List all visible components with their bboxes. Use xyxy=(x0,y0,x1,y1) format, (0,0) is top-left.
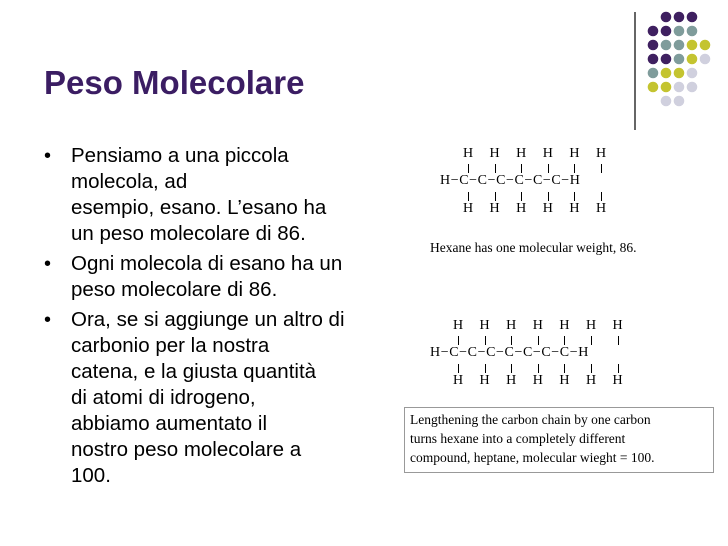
heptane-structure xyxy=(430,318,684,390)
decorative-dot xyxy=(661,12,672,23)
bond-vertical xyxy=(538,364,539,373)
hydrogen-top: H xyxy=(452,318,464,333)
decorative-dot xyxy=(661,26,672,37)
bullet-dot: • xyxy=(44,253,52,275)
decorative-dot xyxy=(700,40,711,51)
bullet-text-line: catena, e la giusta quantità xyxy=(71,360,317,383)
hydrogen-bottom: H xyxy=(542,201,553,216)
bond-vertical xyxy=(548,192,549,201)
hydrogen-top: H xyxy=(479,318,490,333)
decorative-dot xyxy=(674,26,685,37)
hexane-structure xyxy=(440,146,654,218)
bullet-dot: • xyxy=(44,145,52,167)
bullet-item xyxy=(44,307,404,489)
decorative-dot xyxy=(648,54,659,65)
bullet-item xyxy=(44,251,404,303)
decorative-dot xyxy=(674,96,685,107)
bond-vertical xyxy=(511,364,512,373)
heptane-caption-line-1: Lengthening the carbon chain by one carbon xyxy=(410,412,651,427)
decorative-dot xyxy=(687,82,698,93)
decorative-dot xyxy=(674,12,685,23)
bond-vertical xyxy=(564,364,565,373)
decorative-dot xyxy=(661,68,672,79)
hydrogen-top: H xyxy=(506,318,517,333)
hydrogen-bottom: H xyxy=(452,373,464,388)
bond-vertical xyxy=(458,364,459,373)
decorative-dot xyxy=(648,68,659,79)
bond-vertical xyxy=(601,164,602,173)
hydrogen-top: H xyxy=(559,318,570,333)
hydrogen-bottom: H xyxy=(559,373,570,388)
decorative-dot xyxy=(687,12,698,23)
decorative-dot xyxy=(661,96,672,107)
bond-vertical xyxy=(591,364,592,373)
bullet-item xyxy=(44,143,404,247)
bullet-text-line: Ogni molecola di esano ha un xyxy=(71,252,343,275)
bond-vertical xyxy=(564,336,565,345)
decorative-dot xyxy=(687,68,698,79)
hydrogen-top: H xyxy=(585,318,597,333)
bond-vertical xyxy=(574,164,575,173)
bullet-text-line: Pensiamo a una piccola xyxy=(71,144,289,167)
bullet-text-line: carbonio per la nostra xyxy=(71,334,270,357)
carbon-chain: H−C−C−C−C−C−C−C−H xyxy=(430,345,589,360)
decorative-dot xyxy=(687,54,698,65)
hydrogen-bottom: H xyxy=(595,201,607,216)
bond-vertical xyxy=(485,364,486,373)
decorative-dot xyxy=(674,40,685,51)
bullet-text-line: un peso molecolare di 86. xyxy=(71,222,306,245)
heptane-caption-line-2: turns hexane into a completely different xyxy=(410,431,626,446)
hydrogen-bottom: H xyxy=(479,373,490,388)
decorative-dot xyxy=(661,40,672,51)
bullet-text-line: Ora, se si aggiunge un altro di xyxy=(71,308,345,331)
hexane-caption: Hexane has one molecular weight, 86. xyxy=(430,240,637,255)
bond-vertical xyxy=(458,336,459,345)
hydrogen-top: H xyxy=(489,146,500,161)
heptane-caption-box xyxy=(404,407,714,473)
bullet-list xyxy=(44,143,404,493)
decorative-dot xyxy=(648,40,659,51)
bond-vertical xyxy=(601,192,602,201)
decorative-dot xyxy=(687,26,698,37)
hydrogen-bottom: H xyxy=(489,201,500,216)
bond-vertical xyxy=(468,164,469,173)
hydrogen-bottom: H xyxy=(506,373,517,388)
decorative-dot xyxy=(700,54,711,65)
decorative-dot xyxy=(687,40,698,51)
hydrogen-bottom: H xyxy=(462,201,474,216)
heptane-caption-line-3: compound, heptane, molecular wieght = 100. xyxy=(410,450,655,465)
bond-vertical xyxy=(511,336,512,345)
decorative-dot xyxy=(648,82,659,93)
hydrogen-top: H xyxy=(516,146,527,161)
bond-vertical xyxy=(485,336,486,345)
slide-title: Peso Molecolare xyxy=(44,64,305,101)
decorative-dot xyxy=(648,26,659,37)
hydrogen-top: H xyxy=(532,318,543,333)
bond-vertical xyxy=(618,364,619,373)
hydrogen-bottom: H xyxy=(532,373,543,388)
bond-vertical xyxy=(574,192,575,201)
hydrogen-top: H xyxy=(595,146,607,161)
bullet-text-line: esempio, esano. L’esano ha xyxy=(71,196,327,219)
bullet-text-line: abbiamo aumentato il xyxy=(71,412,268,435)
hydrogen-top: H xyxy=(462,146,474,161)
hydrogen-bottom: H xyxy=(612,373,623,388)
bond-vertical xyxy=(591,336,592,345)
decorative-dot xyxy=(661,82,672,93)
bond-vertical xyxy=(468,192,469,201)
hydrogen-top: H xyxy=(542,146,553,161)
hydrogen-top: H xyxy=(612,318,623,333)
decorative-dot xyxy=(674,82,685,93)
bond-vertical xyxy=(538,336,539,345)
hydrogen-top: H xyxy=(569,146,580,161)
bullet-text-line: 100. xyxy=(71,464,111,487)
hydrogen-bottom: H xyxy=(516,201,527,216)
bullet-dot: • xyxy=(44,309,52,331)
carbon-chain: H−C−C−C−C−C−C−H xyxy=(440,173,581,188)
decorative-dot-grid xyxy=(0,0,728,140)
bond-vertical xyxy=(495,192,496,201)
bullet-text-line: peso molecolare di 86. xyxy=(71,278,278,301)
hydrogen-bottom: H xyxy=(585,373,597,388)
hydrogen-bottom: H xyxy=(569,201,580,216)
bullet-text-line: molecola, ad xyxy=(71,170,188,193)
bond-vertical xyxy=(521,192,522,201)
decorative-dot xyxy=(661,54,672,65)
bullet-text-line: di atomi di idrogeno, xyxy=(71,386,256,409)
bond-vertical xyxy=(521,164,522,173)
decorative-dot xyxy=(674,54,685,65)
bullet-text-line: nostro peso molecolare a xyxy=(71,438,302,461)
bond-vertical xyxy=(548,164,549,173)
bond-vertical xyxy=(495,164,496,173)
decorative-dot xyxy=(674,68,685,79)
bond-vertical xyxy=(618,336,619,345)
